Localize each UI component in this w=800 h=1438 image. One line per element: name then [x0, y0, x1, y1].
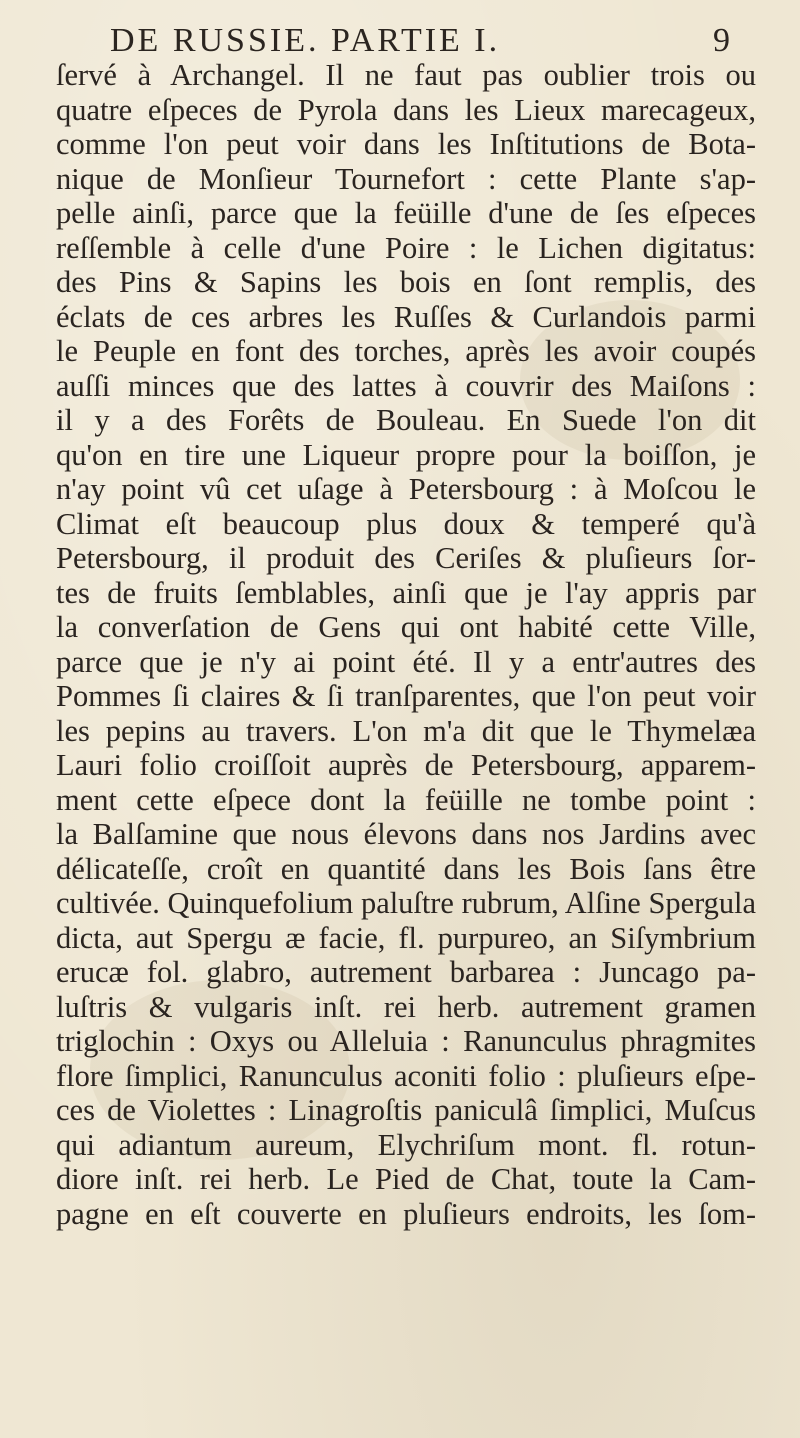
text-line: n'ay point vû cet uſage à Petersbourg : à Moſcou le	[56, 472, 756, 506]
running-head-title: DE RUSSIE. PARTIE I.	[110, 22, 501, 59]
text-line: pagne en eſt couverte en pluſieurs endroits, les ſom-	[56, 1196, 756, 1231]
text-line: triglochin : Oxys ou Alleluia : Ranunculus phragmites	[56, 1024, 756, 1058]
text-line: Climat eſt beaucoup plus doux & temperé qu'à	[56, 506, 756, 541]
text-line: Pommes ſi claires & ſi tranſparentes, que l'on peut voir	[56, 679, 756, 713]
text-line: le Peuple en font des torches, après les avoir coupés	[56, 334, 756, 368]
text-line: qui adiantum aureum, Elychriſum mont. fl. rotun-	[56, 1127, 756, 1162]
text-line: ſervé à Archangel. Il ne faut pas oublier trois ou	[56, 58, 756, 92]
text-line: ces de Violettes : Linagroſtis paniculâ ſimplici, Muſcus	[56, 1093, 756, 1127]
text-line: diore inſt. rei herb. Le Pied de Chat, toute la Cam-	[56, 1162, 756, 1196]
text-line: des Pins & Sapins les bois en ſont remplis, des	[56, 265, 756, 299]
text-line: les pepins au travers. L'on m'a dit que le Thymelæa	[56, 713, 756, 748]
text-line: éclats de ces arbres les Ruſſes & Curlandois parmi	[56, 299, 756, 334]
text-line: il y a des Forêts de Bouleau. En Suede l'on dit	[56, 403, 756, 437]
text-line: Lauri folio croiſſoit auprès de Petersbourg, apparem-	[56, 748, 756, 782]
text-line: tes de fruits ſemblables, ainſi que je l'ay appris par	[56, 575, 756, 610]
text-line: la Balſamine que nous élevons dans nos Jardins avec	[56, 817, 756, 851]
text-line: pelle ainſi, parce que la feüille d'une de ſes eſpeces	[56, 196, 756, 230]
text-line: Petersbourg, il produit des Ceriſes & pluſieurs ſor-	[56, 541, 756, 575]
text-line: comme l'on peut voir dans les Inſtitutions de Bota-	[56, 127, 756, 161]
text-line: parce que je n'y ai point été. Il y a entr'autres des	[56, 644, 756, 679]
text-line: flore ſimplici, Ranunculus aconiti folio : pluſieurs eſpe-	[56, 1058, 756, 1093]
text-line: la converſation de Gens qui ont habité cette Ville,	[56, 610, 756, 644]
text-line: luſtris & vulgaris inſt. rei herb. autrement gramen	[56, 989, 756, 1024]
text-line: nique de Monſieur Tournefort : cette Plante s'ap-	[56, 161, 756, 196]
text-line: qu'on en tire une Liqueur propre pour la boiſſon, je	[56, 437, 756, 472]
text-line: reſſemble à celle d'une Poire : le Lichen digitatus:	[56, 230, 756, 265]
text-line: quatre eſpeces de Pyrola dans les Lieux marecageux,	[56, 92, 756, 127]
text-line: ment cette eſpece dont la feüille ne tombe point :	[56, 782, 756, 817]
text-line: erucæ fol. glabro, autrement barbarea : Juncago pa-	[56, 955, 756, 989]
body-text	[56, 58, 756, 1231]
text-line: délicateſſe, croît en quantité dans les Bois ſans être	[56, 851, 756, 886]
page-number: 9	[713, 22, 730, 59]
text-line: dicta, aut Spergu æ facie, fl. purpureo, an Siſymbrium	[56, 920, 756, 955]
text-line: auſſi minces que des lattes à couvrir des Maiſons :	[56, 368, 756, 403]
text-line: cultivée. Quinquefolium paluſtre rubrum, Alſine Spergula	[56, 886, 756, 920]
